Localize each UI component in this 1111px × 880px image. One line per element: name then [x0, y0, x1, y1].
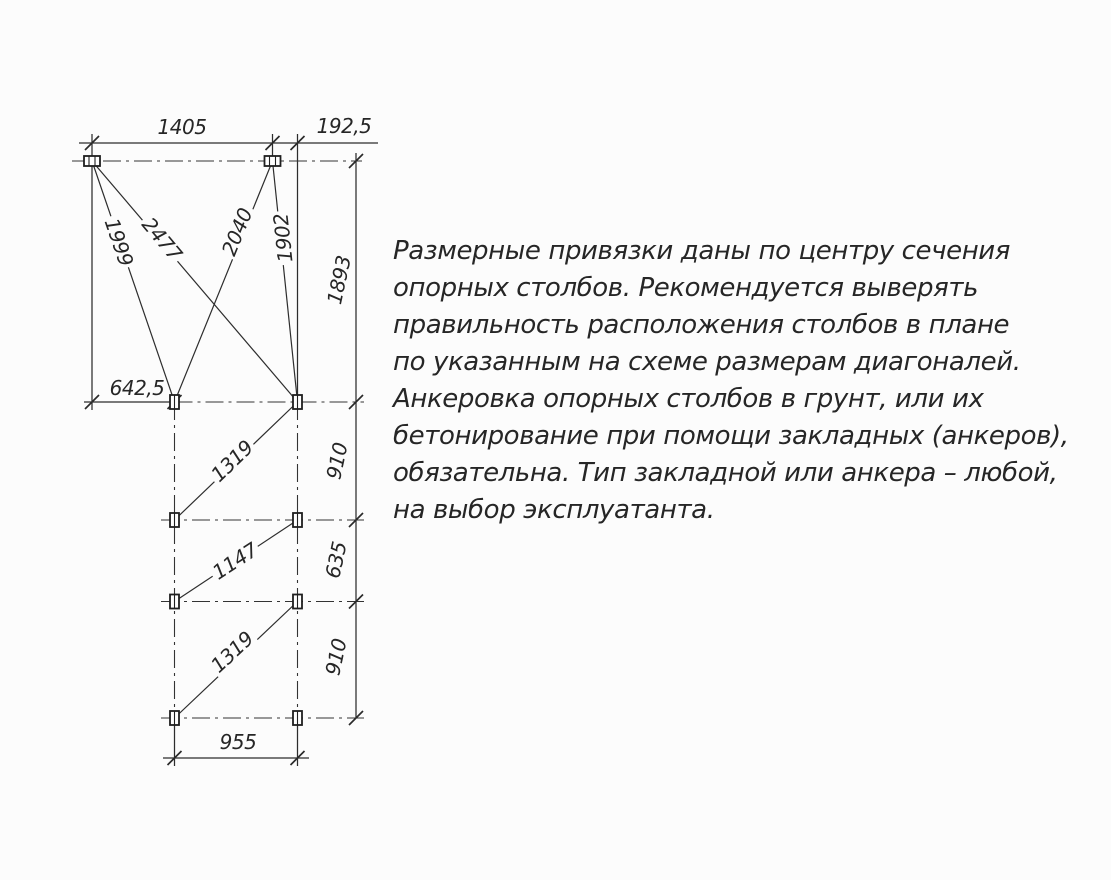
note-line: опорных столбов. Рекомендуется выверять: [393, 273, 979, 303]
dim-label-top-width: [158, 115, 207, 139]
svg-text:635: 635: [320, 539, 352, 581]
dim-label-diagonal-1147: [206, 536, 264, 586]
svg-text:1999: 1999: [99, 214, 139, 270]
dim-label-diagonal-1902: [268, 210, 298, 266]
post-anchor: [293, 395, 302, 409]
dim-label-diagonal-1319a: [204, 434, 260, 489]
svg-text:2477: 2477: [137, 212, 187, 266]
dim-label-right-h4: [320, 637, 351, 678]
dim-label-diagonal-1319b: [204, 625, 260, 679]
svg-text:192,5: 192,5: [316, 114, 372, 138]
note-line: на выбор эксплуатанта.: [393, 495, 715, 525]
note-line: бетонирование при помощи закладных (анкеров),: [393, 421, 1069, 451]
note-line: Анкеровка опорных столбов в грунт, или их: [393, 384, 984, 414]
svg-text:910: 910: [321, 440, 353, 482]
dim-label-top-offset: [317, 114, 372, 138]
post-anchor: [293, 513, 302, 527]
post-anchor: [170, 395, 179, 409]
svg-text:1405: 1405: [157, 115, 207, 139]
dim-label-left-offset: [110, 376, 165, 400]
dim-label-bottom-width: [220, 730, 257, 754]
dimension-labels: [99, 114, 372, 754]
svg-text:1902: 1902: [268, 212, 298, 264]
post-anchor: [84, 156, 100, 166]
post-anchor: [170, 595, 179, 609]
svg-text:910: 910: [320, 636, 352, 678]
note-line: правильность расположения столбов в плане: [393, 310, 1010, 340]
svg-text:955: 955: [219, 730, 257, 754]
dim-label-diagonal-2040: [216, 202, 258, 261]
svg-text:1319: 1319: [206, 435, 258, 487]
svg-text:642,5: 642,5: [109, 376, 165, 400]
dim-label-diagonal-2477: [135, 211, 188, 268]
dim-label-right-h1: [322, 254, 356, 307]
note-text-block: [393, 233, 1069, 529]
note-line: обязательна. Тип закладной или анкера – любой,: [393, 458, 1058, 488]
post-anchor: [170, 711, 179, 725]
note-line: по указанным на схеме размерам диагоналей.: [393, 347, 1021, 377]
post-anchor: [293, 711, 302, 725]
dim-label-right-h2: [321, 441, 352, 482]
dim-label-diagonal-1999: [99, 213, 139, 272]
svg-text:1147: 1147: [207, 537, 263, 585]
svg-text:1319: 1319: [205, 626, 259, 678]
post-anchor: [265, 156, 281, 166]
post-anchor: [293, 595, 302, 609]
svg-text:2040: 2040: [216, 204, 258, 260]
dim-label-right-h3: [320, 540, 351, 581]
note-line: Размерные привязки даны по центру сечения: [393, 236, 1011, 266]
svg-text:1893: 1893: [322, 253, 356, 307]
post-anchor: [170, 513, 179, 527]
